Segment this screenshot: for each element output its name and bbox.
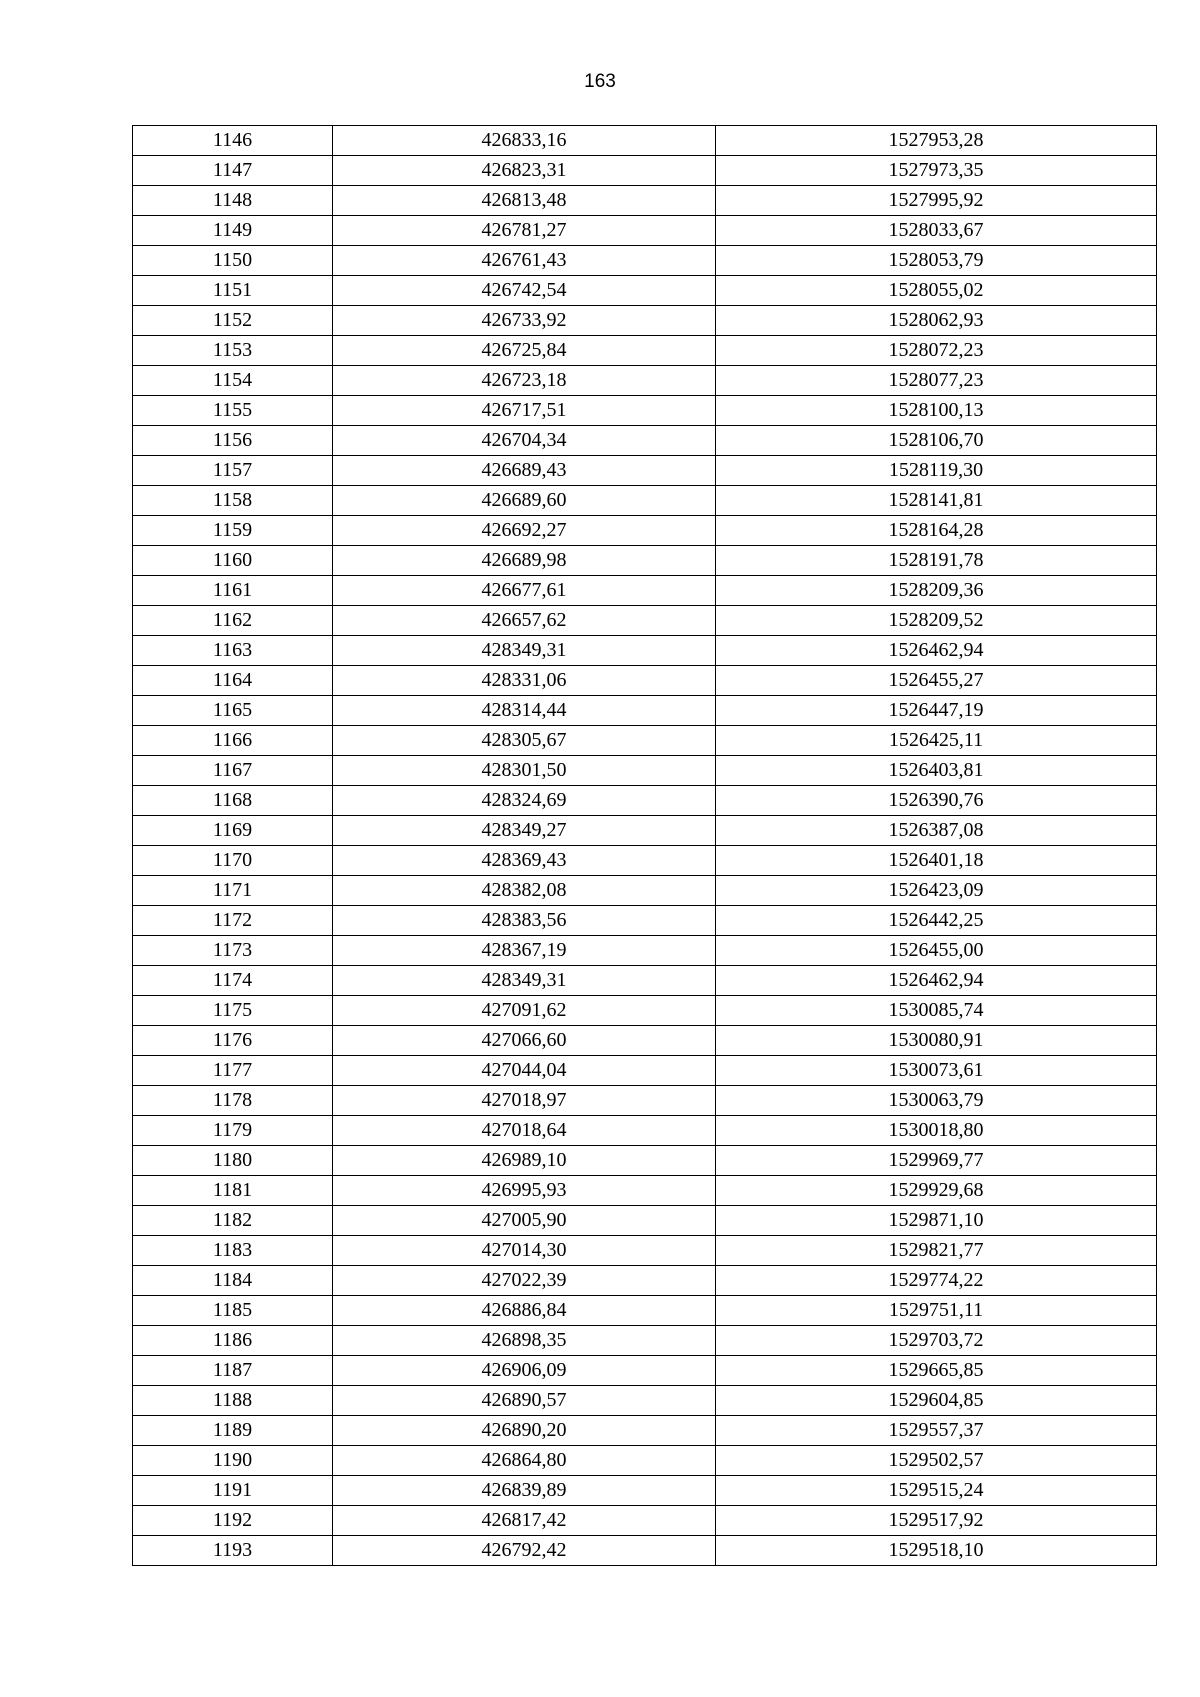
x-coordinate-cell: 426689,60 — [333, 486, 716, 516]
table-row — [133, 1266, 1157, 1296]
point-number-cell: 1178 — [133, 1086, 333, 1116]
x-coordinate-cell: 428382,08 — [333, 876, 716, 906]
table-row — [133, 936, 1157, 966]
x-coordinate-cell: 426864,80 — [333, 1446, 716, 1476]
y-coordinate-cell: 1528077,23 — [716, 366, 1157, 396]
x-coordinate-cell: 428349,31 — [333, 966, 716, 996]
x-coordinate-cell: 426989,10 — [333, 1146, 716, 1176]
point-number-cell: 1155 — [133, 396, 333, 426]
page-number: 163 — [584, 71, 616, 92]
table-row — [133, 906, 1157, 936]
y-coordinate-cell: 1527995,92 — [716, 186, 1157, 216]
y-coordinate-cell: 1528209,36 — [716, 576, 1157, 606]
table-row — [133, 276, 1157, 306]
table-row — [133, 336, 1157, 366]
table-row — [133, 186, 1157, 216]
y-coordinate-cell: 1529515,24 — [716, 1476, 1157, 1506]
x-coordinate-cell: 428349,31 — [333, 636, 716, 666]
point-number-cell: 1179 — [133, 1116, 333, 1146]
x-coordinate-cell: 427018,64 — [333, 1116, 716, 1146]
x-coordinate-cell: 426677,61 — [333, 576, 716, 606]
x-coordinate-cell: 427022,39 — [333, 1266, 716, 1296]
point-number-cell: 1182 — [133, 1206, 333, 1236]
point-number-cell: 1177 — [133, 1056, 333, 1086]
x-coordinate-cell: 427018,97 — [333, 1086, 716, 1116]
point-number-cell: 1181 — [133, 1176, 333, 1206]
y-coordinate-cell: 1528191,78 — [716, 546, 1157, 576]
point-number-cell: 1164 — [133, 666, 333, 696]
table-row — [133, 1446, 1157, 1476]
y-coordinate-cell: 1527953,28 — [716, 126, 1157, 156]
x-coordinate-cell: 426817,42 — [333, 1506, 716, 1536]
table-row — [133, 216, 1157, 246]
y-coordinate-cell: 1528164,28 — [716, 516, 1157, 546]
x-coordinate-cell: 428314,44 — [333, 696, 716, 726]
x-coordinate-cell: 428369,43 — [333, 846, 716, 876]
table-row — [133, 1176, 1157, 1206]
x-coordinate-cell: 427066,60 — [333, 1026, 716, 1056]
point-number-cell: 1176 — [133, 1026, 333, 1056]
table-row — [133, 1476, 1157, 1506]
table-row — [133, 426, 1157, 456]
table-row — [133, 1056, 1157, 1086]
x-coordinate-cell: 427014,30 — [333, 1236, 716, 1266]
point-number-cell: 1154 — [133, 366, 333, 396]
table-row — [133, 126, 1157, 156]
point-number-cell: 1162 — [133, 606, 333, 636]
point-number-cell: 1146 — [133, 126, 333, 156]
table-row — [133, 726, 1157, 756]
point-number-cell: 1174 — [133, 966, 333, 996]
y-coordinate-cell: 1528106,70 — [716, 426, 1157, 456]
point-number-cell: 1166 — [133, 726, 333, 756]
x-coordinate-cell: 426813,48 — [333, 186, 716, 216]
table-row — [133, 1296, 1157, 1326]
x-coordinate-cell: 426742,54 — [333, 276, 716, 306]
x-coordinate-cell: 426689,43 — [333, 456, 716, 486]
table-row — [133, 816, 1157, 846]
x-coordinate-cell: 426833,16 — [333, 126, 716, 156]
point-number-cell: 1173 — [133, 936, 333, 966]
y-coordinate-cell: 1529517,92 — [716, 1506, 1157, 1536]
point-number-cell: 1193 — [133, 1536, 333, 1566]
y-coordinate-cell: 1530073,61 — [716, 1056, 1157, 1086]
y-coordinate-cell: 1529969,77 — [716, 1146, 1157, 1176]
table-row — [133, 1236, 1157, 1266]
y-coordinate-cell: 1529518,10 — [716, 1536, 1157, 1566]
point-number-cell: 1188 — [133, 1386, 333, 1416]
x-coordinate-cell: 426733,92 — [333, 306, 716, 336]
coordinates-table-body — [133, 126, 1157, 1566]
x-coordinate-cell: 426781,27 — [333, 216, 716, 246]
y-coordinate-cell: 1530080,91 — [716, 1026, 1157, 1056]
x-coordinate-cell: 426723,18 — [333, 366, 716, 396]
y-coordinate-cell: 1529557,37 — [716, 1416, 1157, 1446]
y-coordinate-cell: 1528033,67 — [716, 216, 1157, 246]
x-coordinate-cell: 426906,09 — [333, 1356, 716, 1386]
y-coordinate-cell: 1526462,94 — [716, 966, 1157, 996]
x-coordinate-cell: 428324,69 — [333, 786, 716, 816]
point-number-cell: 1180 — [133, 1146, 333, 1176]
point-number-cell: 1150 — [133, 246, 333, 276]
y-coordinate-cell: 1526403,81 — [716, 756, 1157, 786]
x-coordinate-cell: 426761,43 — [333, 246, 716, 276]
point-number-cell: 1167 — [133, 756, 333, 786]
point-number-cell: 1175 — [133, 996, 333, 1026]
point-number-cell: 1190 — [133, 1446, 333, 1476]
y-coordinate-cell: 1528053,79 — [716, 246, 1157, 276]
point-number-cell: 1185 — [133, 1296, 333, 1326]
table-row — [133, 756, 1157, 786]
y-coordinate-cell: 1526387,08 — [716, 816, 1157, 846]
y-coordinate-cell: 1528119,30 — [716, 456, 1157, 486]
y-coordinate-cell: 1530085,74 — [716, 996, 1157, 1026]
y-coordinate-cell: 1529502,57 — [716, 1446, 1157, 1476]
y-coordinate-cell: 1526423,09 — [716, 876, 1157, 906]
point-number-cell: 1163 — [133, 636, 333, 666]
table-row — [133, 396, 1157, 426]
point-number-cell: 1149 — [133, 216, 333, 246]
table-row — [133, 1026, 1157, 1056]
y-coordinate-cell: 1526425,11 — [716, 726, 1157, 756]
point-number-cell: 1158 — [133, 486, 333, 516]
y-coordinate-cell: 1529604,85 — [716, 1386, 1157, 1416]
point-number-cell: 1161 — [133, 576, 333, 606]
y-coordinate-cell: 1526462,94 — [716, 636, 1157, 666]
table-row — [133, 1086, 1157, 1116]
x-coordinate-cell: 426657,62 — [333, 606, 716, 636]
x-coordinate-cell: 426717,51 — [333, 396, 716, 426]
table-row — [133, 666, 1157, 696]
point-number-cell: 1171 — [133, 876, 333, 906]
table-row — [133, 156, 1157, 186]
y-coordinate-cell: 1528062,93 — [716, 306, 1157, 336]
x-coordinate-cell: 428349,27 — [333, 816, 716, 846]
table-row — [133, 846, 1157, 876]
x-coordinate-cell: 426823,31 — [333, 156, 716, 186]
x-coordinate-cell: 426898,35 — [333, 1326, 716, 1356]
x-coordinate-cell: 426792,42 — [333, 1536, 716, 1566]
y-coordinate-cell: 1529751,11 — [716, 1296, 1157, 1326]
table-row — [133, 366, 1157, 396]
table-row — [133, 606, 1157, 636]
y-coordinate-cell: 1526442,25 — [716, 906, 1157, 936]
point-number-cell: 1183 — [133, 1236, 333, 1266]
y-coordinate-cell: 1526447,19 — [716, 696, 1157, 726]
table-row — [133, 1116, 1157, 1146]
table-row — [133, 1356, 1157, 1386]
y-coordinate-cell: 1526390,76 — [716, 786, 1157, 816]
x-coordinate-cell: 426692,27 — [333, 516, 716, 546]
table-row — [133, 1536, 1157, 1566]
table-row — [133, 636, 1157, 666]
y-coordinate-cell: 1530018,80 — [716, 1116, 1157, 1146]
point-number-cell: 1147 — [133, 156, 333, 186]
y-coordinate-cell: 1529821,77 — [716, 1236, 1157, 1266]
point-number-cell: 1184 — [133, 1266, 333, 1296]
point-number-cell: 1172 — [133, 906, 333, 936]
x-coordinate-cell: 428383,56 — [333, 906, 716, 936]
x-coordinate-cell: 428301,50 — [333, 756, 716, 786]
x-coordinate-cell: 426995,93 — [333, 1176, 716, 1206]
point-number-cell: 1159 — [133, 516, 333, 546]
y-coordinate-cell: 1526455,27 — [716, 666, 1157, 696]
x-coordinate-cell: 426890,20 — [333, 1416, 716, 1446]
point-number-cell: 1189 — [133, 1416, 333, 1446]
x-coordinate-cell: 428305,67 — [333, 726, 716, 756]
point-number-cell: 1160 — [133, 546, 333, 576]
table-row — [133, 246, 1157, 276]
table-row — [133, 966, 1157, 996]
table-row — [133, 996, 1157, 1026]
point-number-cell: 1192 — [133, 1506, 333, 1536]
x-coordinate-cell: 426839,89 — [333, 1476, 716, 1506]
x-coordinate-cell: 427044,04 — [333, 1056, 716, 1086]
y-coordinate-cell: 1528100,13 — [716, 396, 1157, 426]
point-number-cell: 1186 — [133, 1326, 333, 1356]
point-number-cell: 1191 — [133, 1476, 333, 1506]
table-row — [133, 516, 1157, 546]
point-number-cell: 1187 — [133, 1356, 333, 1386]
table-row — [133, 786, 1157, 816]
table-row — [133, 456, 1157, 486]
point-number-cell: 1156 — [133, 426, 333, 456]
y-coordinate-cell: 1528072,23 — [716, 336, 1157, 366]
x-coordinate-cell: 428367,19 — [333, 936, 716, 966]
point-number-cell: 1169 — [133, 816, 333, 846]
y-coordinate-cell: 1528141,81 — [716, 486, 1157, 516]
point-number-cell: 1165 — [133, 696, 333, 726]
y-coordinate-cell: 1529703,72 — [716, 1326, 1157, 1356]
coordinates-table — [132, 125, 1157, 1566]
table-row — [133, 546, 1157, 576]
point-number-cell: 1151 — [133, 276, 333, 306]
table-row — [133, 696, 1157, 726]
table-row — [133, 576, 1157, 606]
table-row — [133, 306, 1157, 336]
point-number-cell: 1152 — [133, 306, 333, 336]
y-coordinate-cell: 1529774,22 — [716, 1266, 1157, 1296]
x-coordinate-cell: 428331,06 — [333, 666, 716, 696]
table-row — [133, 876, 1157, 906]
point-number-cell: 1168 — [133, 786, 333, 816]
y-coordinate-cell: 1529665,85 — [716, 1356, 1157, 1386]
y-coordinate-cell: 1529871,10 — [716, 1206, 1157, 1236]
y-coordinate-cell: 1530063,79 — [716, 1086, 1157, 1116]
table-row — [133, 1146, 1157, 1176]
y-coordinate-cell: 1529929,68 — [716, 1176, 1157, 1206]
table-row — [133, 1206, 1157, 1236]
y-coordinate-cell: 1528055,02 — [716, 276, 1157, 306]
x-coordinate-cell: 426890,57 — [333, 1386, 716, 1416]
point-number-cell: 1148 — [133, 186, 333, 216]
x-coordinate-cell: 426689,98 — [333, 546, 716, 576]
y-coordinate-cell: 1526401,18 — [716, 846, 1157, 876]
point-number-cell: 1170 — [133, 846, 333, 876]
y-coordinate-cell: 1526455,00 — [716, 936, 1157, 966]
point-number-cell: 1157 — [133, 456, 333, 486]
table-row — [133, 1326, 1157, 1356]
table-row — [133, 1506, 1157, 1536]
table-row — [133, 1416, 1157, 1446]
point-number-cell: 1153 — [133, 336, 333, 366]
y-coordinate-cell: 1528209,52 — [716, 606, 1157, 636]
x-coordinate-cell: 427091,62 — [333, 996, 716, 1026]
y-coordinate-cell: 1527973,35 — [716, 156, 1157, 186]
x-coordinate-cell: 426725,84 — [333, 336, 716, 366]
x-coordinate-cell: 427005,90 — [333, 1206, 716, 1236]
table-row — [133, 486, 1157, 516]
x-coordinate-cell: 426704,34 — [333, 426, 716, 456]
table-row — [133, 1386, 1157, 1416]
x-coordinate-cell: 426886,84 — [333, 1296, 716, 1326]
